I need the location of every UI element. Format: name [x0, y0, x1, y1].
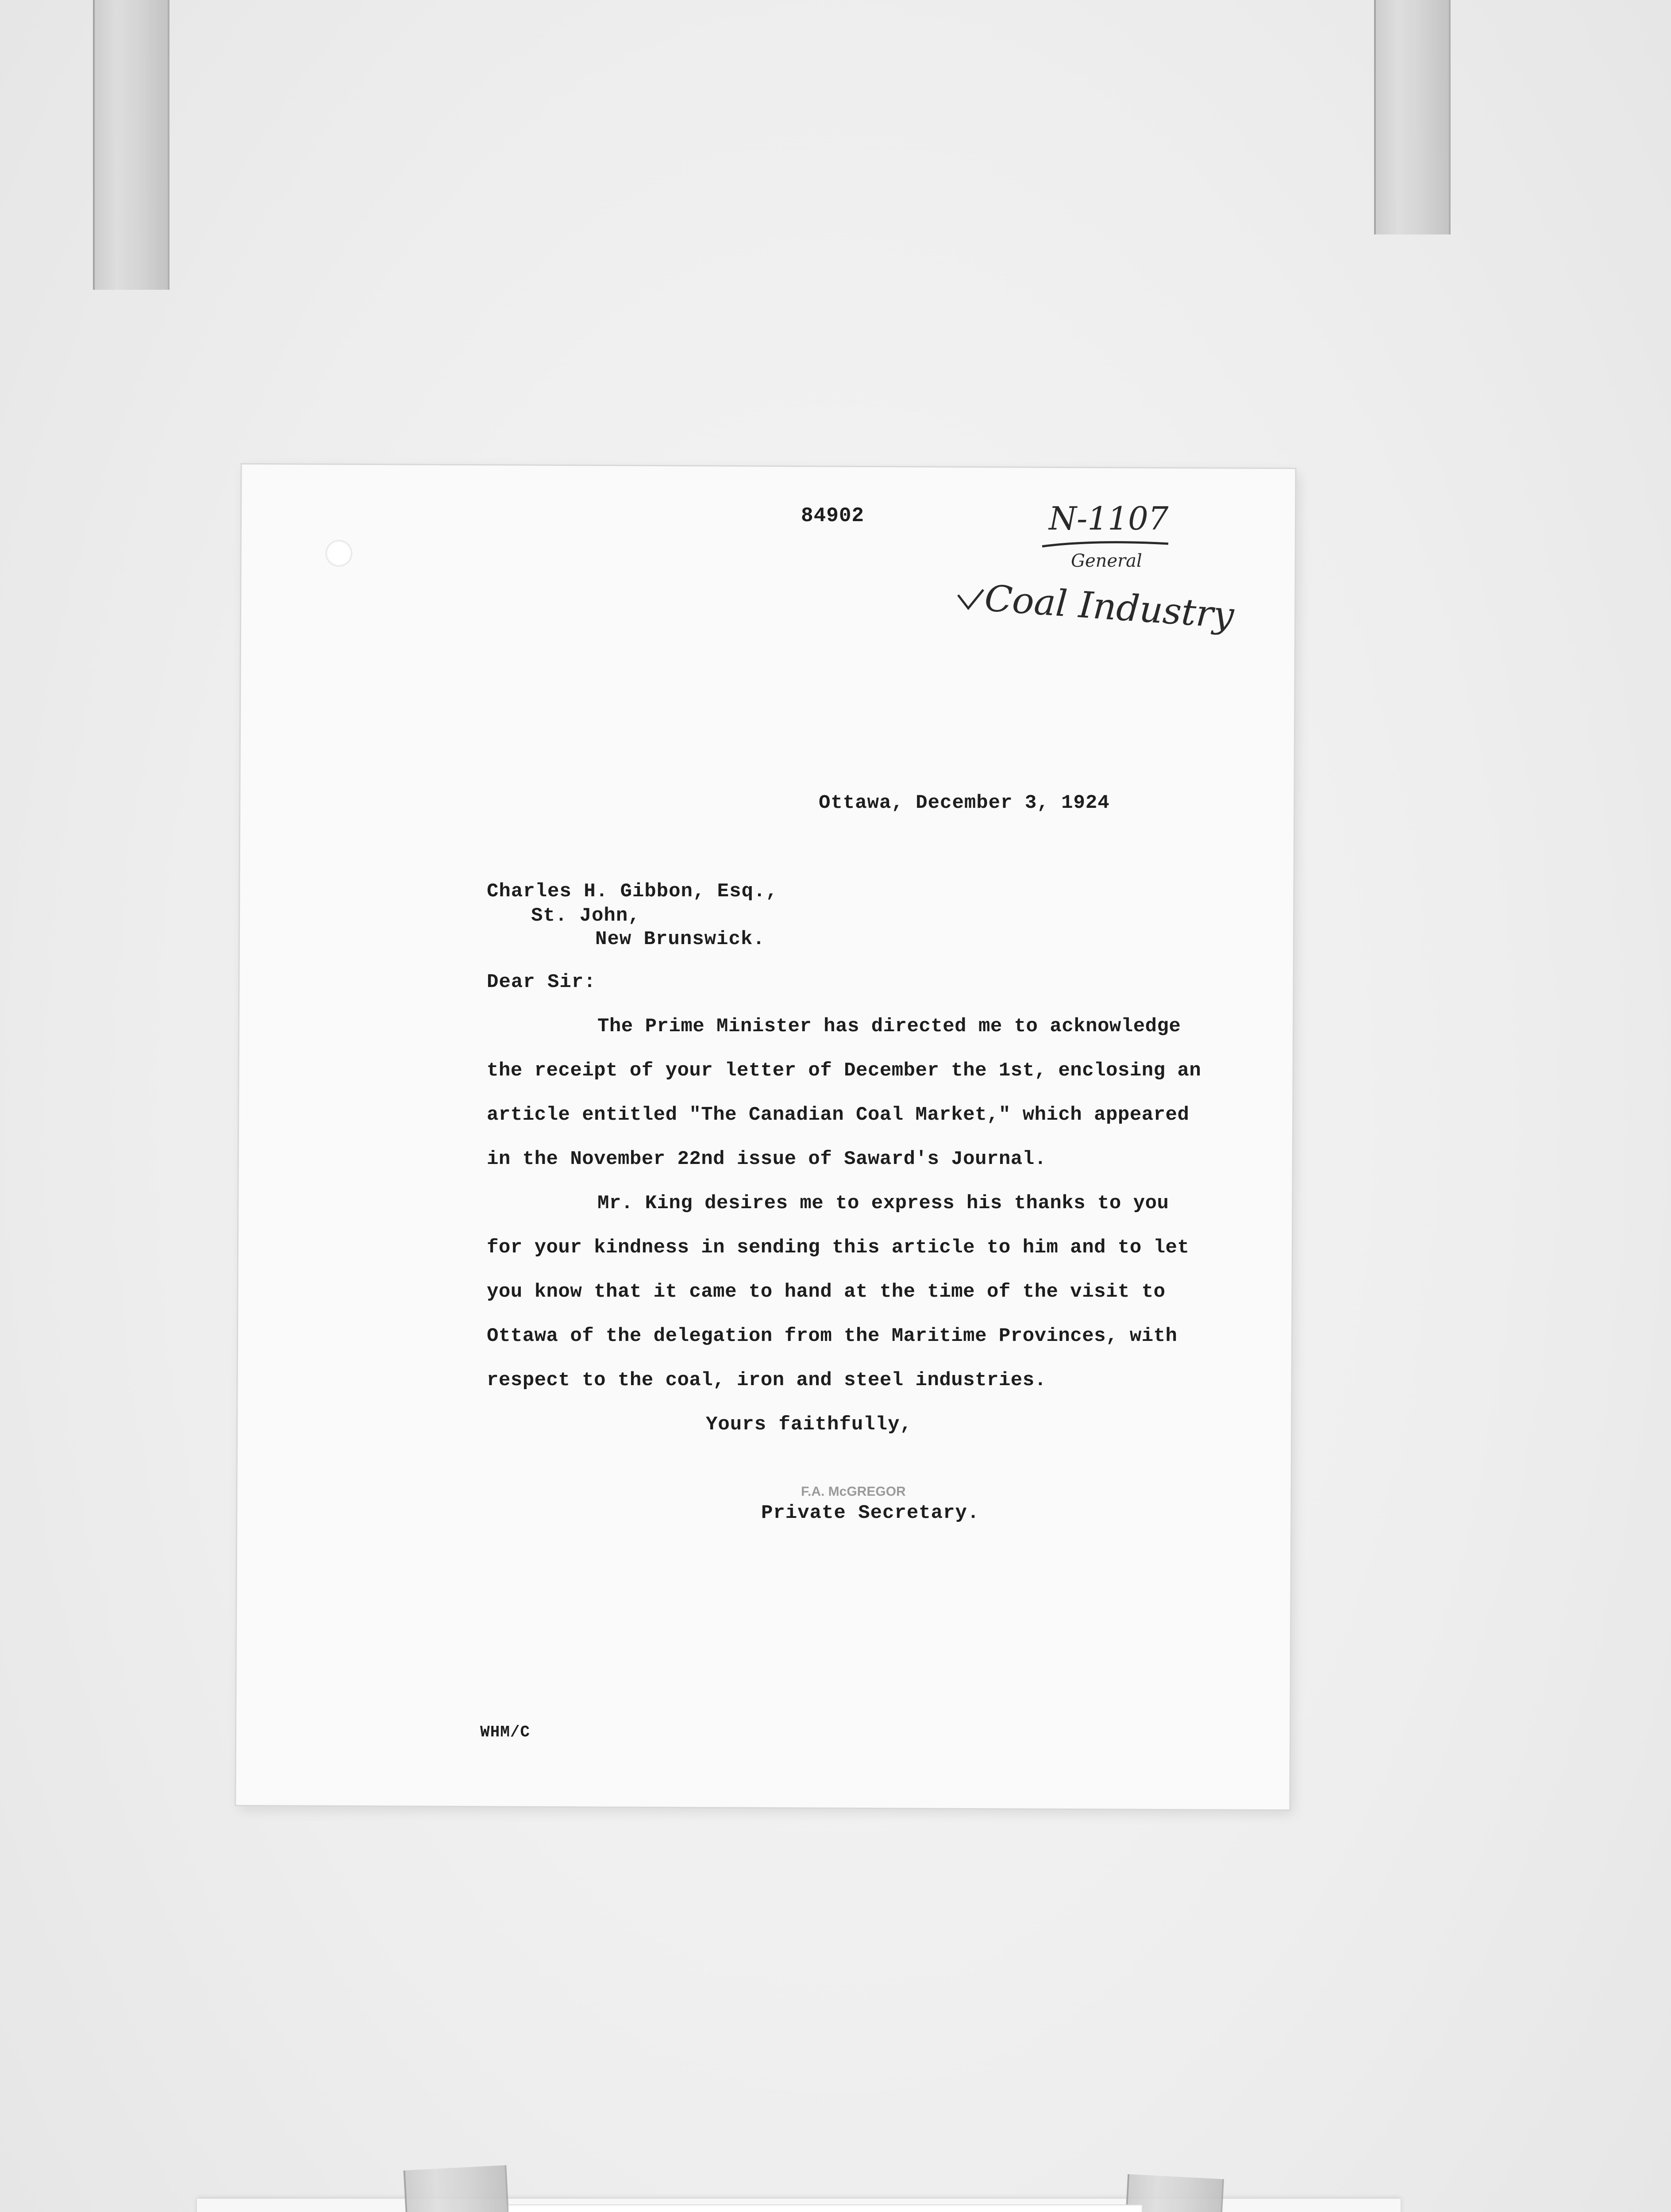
body-line: Mr. King desires me to express his thanks to you	[597, 1192, 1169, 1214]
salutation: Dear Sir:	[487, 971, 596, 993]
handwritten-reference: N-1107	[1049, 500, 1169, 537]
closing: Yours faithfully,	[706, 1413, 912, 1436]
body-line: for your kindness in sending this article to him and to let	[487, 1237, 1190, 1259]
body-line: in the November 22nd issue of Saward's Journal.	[487, 1148, 1047, 1170]
body-line: The Prime Minister has directed me to acknowledge	[597, 1015, 1181, 1037]
file-number: 84902	[801, 504, 865, 527]
typist-initials: WHM/C	[480, 1723, 531, 1741]
handwritten-underline	[1040, 538, 1173, 551]
body-line: respect to the coal, iron and steel industries.	[487, 1369, 1047, 1391]
recipient-city: St. John,	[531, 905, 640, 927]
body-line: the receipt of your letter of December the 1st, enclosing an	[487, 1060, 1201, 1082]
signature-stamp: F.A. McGREGOR	[801, 1484, 906, 1499]
mounting-tape-bottom-left	[403, 2165, 509, 2212]
collection-label-strip	[509, 2205, 1142, 2212]
punch-hole	[326, 540, 352, 567]
recipient-name: Charles H. Gibbon, Esq.,	[487, 880, 778, 902]
mounting-tape-top-left	[93, 0, 169, 290]
body-line: you know that it came to hand at the time of the visit to	[487, 1281, 1166, 1303]
dateline: Ottawa, December 3, 1924	[819, 792, 1110, 814]
handwritten-category: General	[1071, 551, 1142, 571]
handwritten-subject: Coal Industry	[983, 577, 1236, 637]
signer-title: Private Secretary.	[761, 1502, 980, 1524]
mounting-tape-top-right	[1374, 0, 1451, 234]
check-mark-icon	[956, 586, 987, 613]
body-line: Ottawa of the delegation from the Maritime Provinces, with	[487, 1325, 1178, 1347]
letter-sheet	[236, 465, 1295, 1809]
body-line: article entitled "The Canadian Coal Market," which appeared	[487, 1104, 1190, 1126]
recipient-province: New Brunswick.	[595, 928, 765, 950]
